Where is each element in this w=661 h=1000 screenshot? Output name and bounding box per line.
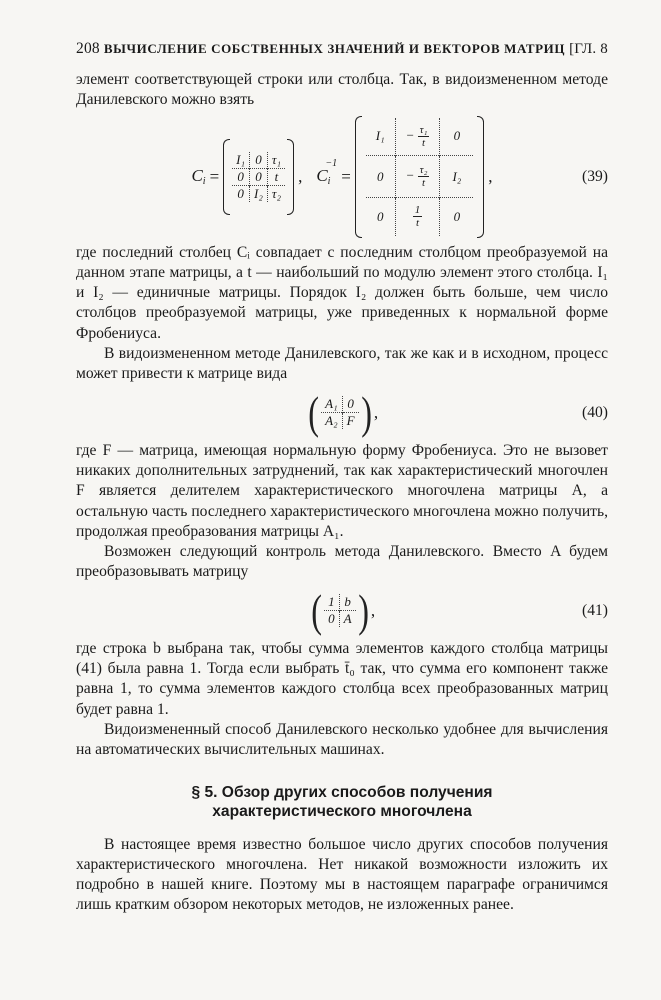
paragraph-3: В видоизмененном методе Данилевского, так же как и в исходном, процесс может привести к матрице вида bbox=[76, 345, 608, 383]
matrix-41: ( 1 b 0 A ) bbox=[311, 584, 369, 636]
m1-cell: I₁ bbox=[236, 151, 246, 167]
paragraph-4: где F — матрица, имеющая нормальную форму Фробениуса. Это не вызовет никаких дополнительных затруднений, так как характеристический многочлен F является делителем характеристического многочлена матрицы A, а остальную часть последнего характеристического многочлена можно получить, продолжая преобразования матрицы A₁. bbox=[76, 441, 608, 540]
paragraph-5: Возможен следующий контроль метода Данилевского. Вместо A будем преобразовывать матрицу bbox=[76, 543, 608, 581]
m1-cell: τ₁ bbox=[267, 152, 285, 169]
m2-cell: I₁ bbox=[375, 128, 385, 144]
m2-cell-frac: − $\frac{\text{τ₂}}{t}$ bbox=[395, 156, 440, 198]
eq39-lhs1: $C_i$ bbox=[191, 166, 206, 188]
m41-cell: b bbox=[339, 594, 355, 611]
m1-cell: 0 bbox=[250, 168, 268, 185]
m41-cell: 0 bbox=[324, 611, 339, 628]
paragraph-2: где последний столбец Cᵢ совпадает с последним столбцом преобразуемой на данном этапе матрицы, а t — наибольший по модулю элемент этого столбца. I₁ и I₂ — единичные матрицы. Порядок I₂ должен быть больше, чем число столбцов преобразуемой матрицы, уже приведенных к нормальной форме Фробениуса. bbox=[76, 243, 608, 342]
m1-cell: 0 bbox=[250, 152, 268, 169]
m1-cell: 0 bbox=[232, 185, 249, 202]
chapter-label: [ГЛ. 8 bbox=[569, 41, 608, 57]
equation-41: ( 1 b 0 A ) , (41) bbox=[76, 583, 608, 639]
m40-cell: A₁ bbox=[325, 396, 338, 412]
page-header bbox=[76, 40, 608, 64]
m41-cell: 1 bbox=[328, 594, 335, 610]
running-head: ВЫЧИСЛЕНИЕ СОБСТВЕННЫХ ЗНАЧЕНИЙ И ВЕКТОРОВ МАТРИЦ bbox=[103, 41, 566, 56]
m2-cell: 0 bbox=[366, 198, 395, 236]
m2-cell: 0 bbox=[440, 198, 473, 236]
equation-number-39: (39) bbox=[582, 167, 608, 185]
m2-cell-frac: − $\frac{\text{τ₁}}{t}$ bbox=[395, 118, 440, 156]
page-number: 208 bbox=[76, 40, 100, 57]
eq39-lhs2: $C_i^{-1}$ bbox=[316, 158, 338, 188]
m1-cell: t bbox=[267, 168, 285, 185]
equation-number-41: (41) bbox=[582, 601, 608, 619]
m2-cell-frac: $\frac{1}{t}$ bbox=[395, 198, 440, 236]
paragraph-6: где строка b выбрана так, чтобы сумма элементов каждого столбца матрицы (41) была равна 1. Тогда если выбрать t̄₀ так, что сумма его компонент также равна 1, то сумма элементов каждого столбца всех преобразованных матриц будет равна 1. bbox=[76, 639, 608, 718]
m2-cell: I₂ bbox=[440, 156, 473, 198]
section-heading-line-2: характеристического многочлена bbox=[212, 802, 472, 820]
equation-39: $C_i$ = I₁ 0 τ₁ 0 0 t 0 I₂ τ₂ , $C_i^{-1}$ = I₁ − $\frac{\text{τ₁}}{t}$ 0 0 − $\frac{\text{τ₂}}{t}$ I₂ 0 $\frac{1}{t}$ 0 , (39) bbox=[76, 113, 608, 241]
m1-cell: τ₂ bbox=[267, 185, 285, 202]
equation-number-40: (40) bbox=[582, 403, 608, 421]
paragraph-7: Видоизмененный способ Данилевского несколько удобнее для вычисления на автоматических вычислительных машинах. bbox=[76, 720, 608, 759]
m40-cell: F bbox=[342, 413, 358, 430]
m40-cell: A₂ bbox=[321, 413, 342, 430]
m40-cell: 0 bbox=[342, 396, 358, 413]
m2-cell: 0 bbox=[366, 156, 395, 198]
m41-cell: A bbox=[339, 611, 355, 628]
matrix-c-i bbox=[223, 139, 294, 215]
section-heading-line-1: § 5. Обзор других способов получения bbox=[191, 783, 493, 801]
paragraph-8: В настоящее время известно большое число других способов получения характеристического многочлена. Нет никакой возможности изложить их подробно в нашей книге. Поэтому мы в настоящем параграфе ограничимся лишь кратким обзором некоторых методов, не изложенных ранее. bbox=[76, 835, 608, 914]
m2-cell: 0 bbox=[440, 118, 473, 156]
equation-40: ( A₁ 0 A₂ F ) , (40) bbox=[76, 385, 608, 441]
matrix-c-i-inverse bbox=[355, 116, 485, 238]
paragraph-1: элемент соответствующей строки или столбца. Так, в видоизмененном методе Данилевского можно взять bbox=[76, 71, 608, 109]
section-heading bbox=[76, 783, 608, 821]
matrix-40: ( A₁ 0 A₂ F ) bbox=[308, 386, 372, 438]
m1-cell: 0 bbox=[232, 168, 249, 185]
m1-cell: I₂ bbox=[250, 185, 268, 202]
book-page bbox=[76, 40, 608, 916]
